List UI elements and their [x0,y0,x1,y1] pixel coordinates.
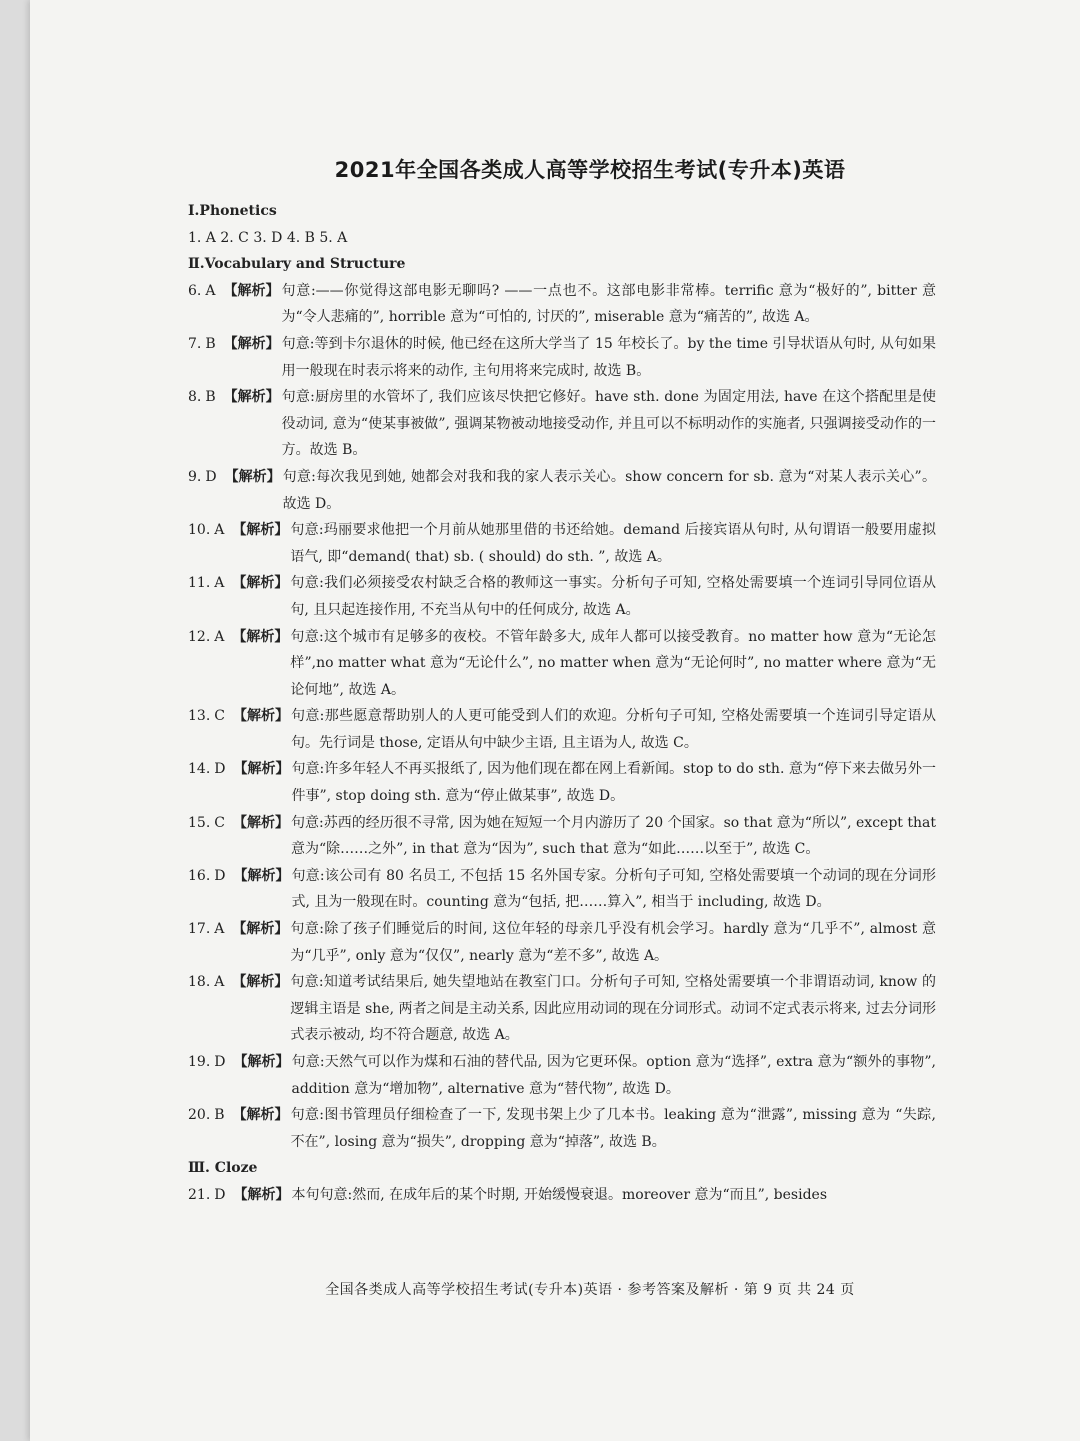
item-explanation: 句意:每次我见到她, 她都会对我和我的家人表示关心。show concern for sb. 意为“对某人表示关心”。故选 D。 [282,468,936,512]
analysis-tag: 【解析】 [233,1054,290,1070]
analysis-tag: 【解析】 [232,1107,289,1124]
item-number: 15. [188,814,211,831]
answer-item [188,570,936,623]
item-explanation: 句意:那些愿意帮助别人的人更可能受到人们的欢迎。分析句子可知, 空格处需要填一个连词引导定语从句。先行词是 those, 定语从句中缺少主语, 且主语为人, 故选 C。 [290,708,936,751]
vocab-header: Ⅱ.Vocabulary and Structure [188,256,406,273]
item-answer: D [214,1054,226,1070]
answer-item [188,969,936,1049]
answer-content [188,198,936,1209]
analysis-tag: 【解析】 [232,628,289,645]
item-answer: A [214,921,225,938]
answer-item [188,624,936,704]
analysis-tag: 【解析】 [223,282,280,299]
item-answer: D [214,867,226,884]
answer-item [188,384,936,464]
item-answer: D [214,1186,226,1203]
item-explanation: 句意:许多年轻人不再买报纸了, 因为他们现在都在网上看新闻。stop to do sth. 意为“停下来去做另外一件事”, stop doing sth. 意为“停止做某事”, 故选 D。 [291,761,936,805]
analysis-tag: 【解析】 [232,921,289,938]
answer-list [188,278,936,1156]
item-number: 20. [188,1107,211,1124]
phonetics-header: Ⅰ.Phonetics [188,203,277,219]
answer-item [188,810,936,863]
item-number: 10. [188,522,211,539]
answer-item [188,1102,936,1155]
item-number: 12. [188,628,211,645]
item-number: 17. [188,921,211,938]
item-answer: A [214,575,225,592]
item-number: 9. [188,468,202,485]
item-number: 18. [188,974,211,991]
cloze-header: Ⅲ. Cloze [188,1160,258,1177]
analysis-tag: 【解析】 [223,389,280,406]
answer-item [188,863,936,916]
item-answer: C [214,814,225,831]
analysis-tag: 【解析】 [232,522,289,539]
answer-item [188,517,936,570]
answer-item [188,756,936,809]
analysis-tag: 【解析】 [224,468,281,485]
page-footer: 全国各类成人高等学校招生考试(专升本)英语 · 参考答案及解析 · 第 9 页 共 24 页 [325,1282,855,1298]
item-explanation: 句意:图书管理员仔细检查了一下, 发现书架上少了几本书。leaking 意为“泄露”, missing 意为 “失踪, 不在”, losing 意为“损失”, dropping 意为“掉落”, 故选 B。 [290,1107,936,1150]
item-explanation: 句意:知道考试结果后, 她失望地站在教室门口。分析句子可知, 空格处需要填一个非谓语动词, know 的逻辑主语是 she, 两者之间是主动关系, 因此应用动词的现在分词形式。动词不定式表示将来, 过去分词形式表示被动, 均不符合题意, 故选 A。 [290,974,936,1044]
analysis-tag: 【解析】 [223,335,280,352]
item-explanation: 句意:玛丽要求他把一个月前从她那里借的书还给她。demand 后接宾语从句时, 从句谓语一般要用虚拟语气, 即“demand( that) sb. ( should) do sth. ”, 故选 A。 [290,522,936,565]
item-number: 8. [188,389,202,406]
answer-item [188,916,936,969]
analysis-tag: 【解析】 [232,814,289,831]
phonetics-answers: 1. A 2. C 3. D 4. B 5. A [188,229,348,246]
item-explanation: 句意:——你觉得这部电影无聊吗? ——一点也不。这部电影非常棒。terrific 意为“极好的”, bitter 意为“令人悲痛的”, horrible 意为“可怕的, 讨厌的”, miserable 意为“痛苦的”, 故选 A。 [281,282,936,326]
item-explanation: 句意:这个城市有足够多的夜校。不管年龄多大, 成年人都可以接受教育。no matter how 意为“无论怎样”,no matter what 意为“无论什么”, no matter when 意为“无论何时”, no matter where 意为“无论何地”, 故选 A。 [290,628,936,698]
analysis-tag: 【解析】 [233,867,290,884]
page-title: 2021年全国各类成人高等学校招生考试(专升本)英语 [334,158,846,182]
answer-item [188,703,936,756]
item-number: 7. [188,335,202,352]
analysis-tag: 【解析】 [232,974,289,991]
item-answer: B [205,335,216,352]
item-number: 6. [188,282,202,299]
item-number: 11. [188,575,211,592]
item-explanation: 句意:厨房里的水管坏了, 我们应该尽快把它修好。have sth. done 为固定用法, have 在这个搭配里是使役动词, 意为“使某事被做”, 强调某物被动地接受动作, 并且可以不标明动作的实施者, 只强调接受动作的一方。故选 B。 [281,389,936,459]
item-explanation: 句意:天然气可以作为煤和石油的替代品, 因为它更环保。option 意为“选择”, extra 意为“额外的事物”, addition 意为“增加物”, alternative 意为“替代物”, 故选 D。 [291,1054,936,1097]
item-answer: A [214,974,225,991]
item-explanation: 句意:等到卡尔退休的时候, 他已经在这所大学当了 15 年校长了。by the time 引导状语从句时, 从句如果用一般现在时表示将来的动作, 主句用将来完成时, 故选 B。 [281,335,936,379]
answer-item [188,1049,936,1102]
item-answer: D [214,761,226,778]
analysis-tag: 【解析】 [232,708,289,725]
item-answer: B [214,1107,225,1124]
answer-item [188,331,936,384]
item-number: 19. [188,1054,211,1070]
item-answer: B [205,389,216,406]
item-explanation: 本句句意:然而, 在成年后的某个时期, 开始缓慢衰退。moreover 意为“而且”, besides [291,1186,828,1203]
answer-item [188,278,936,331]
item-answer: D [205,468,217,485]
answer-item [188,464,936,517]
item-explanation: 句意:我们必须接受农村缺乏合格的教师这一事实。分析句子可知, 空格处需要填一个连词引导同位语从句, 且只起连接作用, 不充当从句中的任何成分, 故选 A。 [290,575,936,618]
item-number: 14. [188,761,211,778]
answer-item-21 [188,1182,936,1209]
analysis-tag: 【解析】 [232,575,289,592]
analysis-tag: 【解析】 [233,761,290,778]
item-number: 21. [188,1186,211,1203]
analysis-tag: 【解析】 [233,1186,290,1203]
item-number: 16. [188,867,211,884]
item-answer: A [214,522,225,539]
item-explanation: 句意:除了孩子们睡觉后的时间, 这位年轻的母亲几乎没有机会学习。hardly 意为“几乎不”, almost 意为“几乎”, only 意为“仅仅”, nearly 意为“差不多”, 故选 A。 [290,921,936,964]
item-answer: A [214,628,225,645]
item-explanation: 句意:该公司有 80 名员工, 不包括 15 名外国专家。分析句子可知, 空格处需要填一个动词的现在分词形式, 且为一般现在时。counting 意为“包括, 把……算入”, 相当于 including, 故选 D。 [291,867,936,911]
item-explanation: 句意:苏西的经历很不寻常, 因为她在短短一个月内游历了 20 个国家。so that 意为“所以”, except that 意为“除……之外”, in that 意为“因为”, such that 意为“如此……以至于”, 故选 C。 [290,814,936,858]
item-answer: C [214,708,225,725]
item-answer: A [205,282,216,299]
item-number: 13. [188,708,211,725]
